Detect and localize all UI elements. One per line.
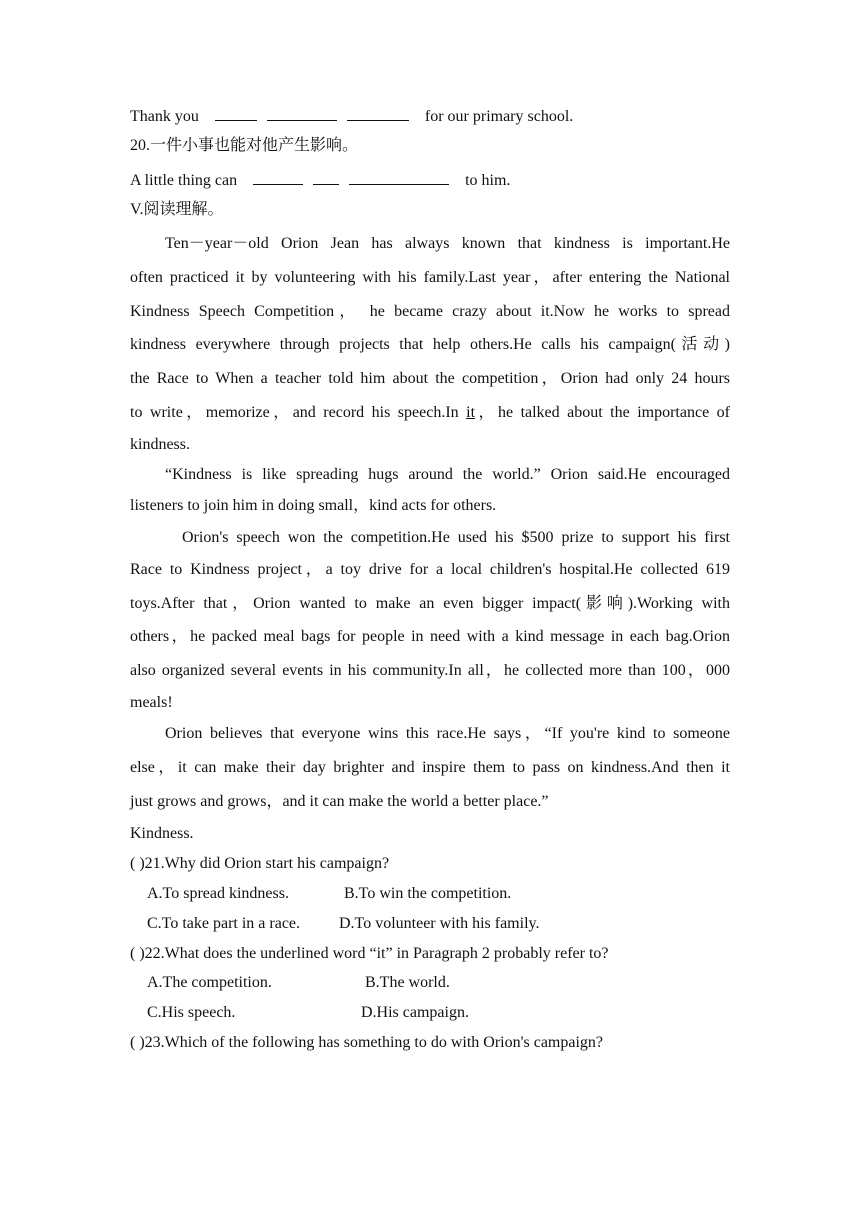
passage-line: Orion's speech won the competition.He used his $500 prize to support his first bbox=[182, 529, 730, 546]
passage-line: the Race to When a teacher told him about the competition，Orion had only 24 hours bbox=[130, 370, 730, 387]
q20-prompt: 20.一件小事也能对他产生影响。 bbox=[130, 137, 359, 154]
option-b[interactable]: B.The world. bbox=[365, 974, 450, 991]
passage-line: else，it can make their day brighter and inspire them to pass on kindness.And then it bbox=[130, 759, 730, 776]
passage-text: ，he talked about the importance of bbox=[475, 404, 730, 421]
option-b[interactable]: B.To win the competition. bbox=[344, 885, 512, 902]
passage-line: also organized several events in his community.In all，he collected more than 100，000 bbox=[130, 662, 730, 679]
q20-blank-2[interactable] bbox=[313, 169, 339, 185]
passage-text: to write，memorize，and record his speech.In bbox=[130, 404, 467, 421]
question-21-options-row-1 bbox=[147, 884, 511, 904]
q20-blank-3[interactable] bbox=[349, 169, 449, 185]
option-d[interactable]: D.To volunteer with his family. bbox=[339, 915, 540, 932]
passage-line: often practiced it by volunteering with his family.Last year，after entering the National bbox=[130, 269, 730, 286]
underlined-word-it: it bbox=[466, 404, 476, 421]
q20-suffix: to him. bbox=[465, 172, 511, 189]
passage-line: Ten－year－old Orion Jean has always known that kindness is important.He bbox=[165, 235, 730, 252]
option-a[interactable]: A.To spread kindness. bbox=[147, 885, 289, 902]
question-stem-22[interactable]: ( )22.What does the underlined word “it” in Paragraph 2 probably refer to? bbox=[130, 945, 609, 962]
passage-closing: Kindness. bbox=[130, 825, 194, 842]
passage-line: Orion believes that everyone wins this race.He says，“If you're kind to someone bbox=[165, 725, 730, 742]
passage-line: Race to Kindness project，a toy drive for a local children's hospital.He collected 619 bbox=[130, 561, 730, 578]
question-stem-21[interactable]: ( )21.Why did Orion start his campaign? bbox=[130, 855, 390, 872]
q19-suffix: for our primary school. bbox=[424, 108, 574, 125]
passage-line: listeners to join him in doing small，kind acts for others. bbox=[130, 497, 497, 514]
q19-blank-2[interactable] bbox=[267, 105, 337, 121]
option-d[interactable]: D.His campaign. bbox=[361, 1004, 469, 1021]
passage-line: toys.After that，Orion wanted to make an even bigger impact(影响).Working with bbox=[130, 595, 730, 612]
passage-line: meals! bbox=[130, 694, 173, 711]
passage-line: “Kindness is like spreading hugs around the world.” Orion said.He encouraged bbox=[165, 466, 730, 483]
q19-prefix: Thank you bbox=[130, 108, 199, 125]
passage-line: just grows and grows，and it can make the world a better place.” bbox=[130, 793, 549, 810]
passage-line: kindness everywhere through projects that help others.He calls his campaign(活动) bbox=[130, 336, 730, 353]
passage-line: Kindness Speech Competition， he became crazy about it.Now he works to spread bbox=[130, 303, 730, 320]
option-c[interactable]: C.To take part in a race. bbox=[147, 915, 301, 932]
question-stem-23[interactable]: ( )23.Which of the following has something to do with Orion's campaign? bbox=[130, 1034, 604, 1051]
q19-blank-3[interactable] bbox=[347, 105, 409, 121]
q19-blank-1[interactable] bbox=[215, 105, 257, 121]
option-c[interactable]: C.His speech. bbox=[147, 1004, 236, 1021]
question-22-options-row-1 bbox=[147, 973, 450, 993]
q19-answer-line bbox=[130, 105, 573, 127]
q20-answer-line bbox=[130, 169, 510, 191]
q20-prefix: A little thing can bbox=[130, 172, 238, 189]
passage-line bbox=[130, 403, 730, 423]
passage-line: others，he packed meal bags for people in need with a kind message in each bag.Orion bbox=[130, 628, 730, 645]
question-21-options-row-2 bbox=[147, 914, 539, 934]
passage-line: kindness. bbox=[130, 436, 190, 453]
section-title: V.阅读理解。 bbox=[130, 201, 224, 218]
q20-blank-1[interactable] bbox=[253, 169, 303, 185]
option-a[interactable]: A.The competition. bbox=[147, 974, 272, 991]
question-22-options-row-2 bbox=[147, 1003, 469, 1023]
